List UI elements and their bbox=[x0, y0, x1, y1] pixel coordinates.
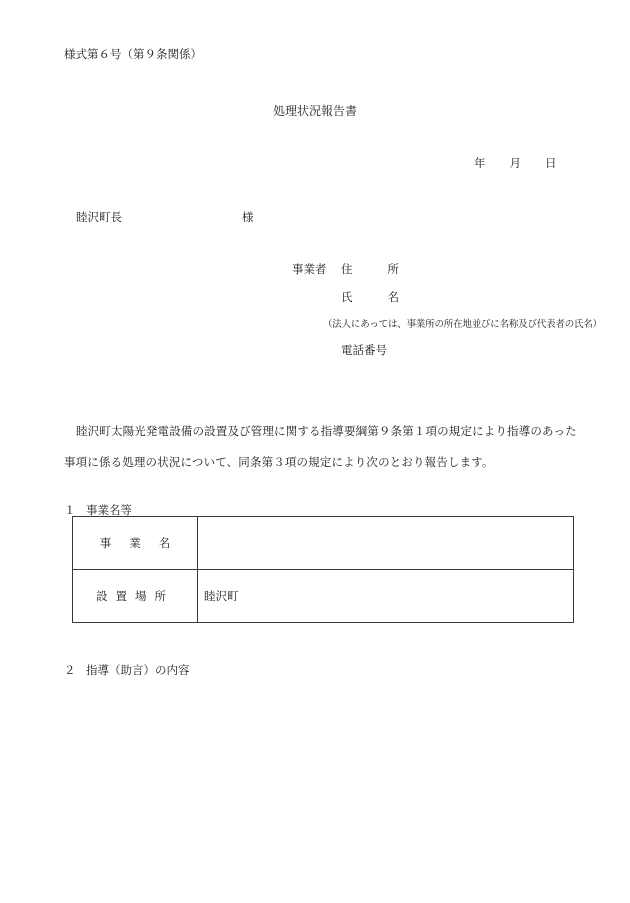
phone-label: 電話番号 bbox=[341, 343, 387, 357]
name-char-1: 氏 bbox=[341, 290, 353, 304]
date-day: 日 bbox=[545, 156, 557, 170]
addressee bbox=[76, 209, 254, 225]
business-name-label-cell bbox=[73, 517, 198, 570]
location-label: 設置場所 bbox=[96, 589, 174, 603]
location-label-cell bbox=[73, 570, 198, 623]
table-row-business-name bbox=[73, 517, 574, 570]
address-label bbox=[341, 261, 399, 277]
applicant-label: 事業者 bbox=[292, 262, 327, 276]
report-body-text: 睦沢町太陽光発電設備の設置及び管理に関する指導要綱第９条第１項の規定により指導のあった事項に係る処理の状況について、同条第３項の規定により次のとおり報告します。 bbox=[64, 424, 577, 469]
table-row-location bbox=[73, 570, 574, 623]
location-value[interactable]: 睦沢町 bbox=[198, 570, 574, 623]
address-char-2: 所 bbox=[387, 262, 399, 276]
name-char-2: 名 bbox=[387, 290, 399, 304]
section-2-title: 指導（助言）の内容 bbox=[86, 663, 190, 677]
form-number: 様式第６号（第９条関係） bbox=[64, 47, 202, 61]
business-info-table bbox=[72, 516, 574, 623]
date-year: 年 bbox=[474, 156, 486, 170]
business-name-label: 事業名 bbox=[99, 536, 189, 550]
date-month: 月 bbox=[509, 156, 521, 170]
addressee-honorific: 様 bbox=[242, 210, 254, 224]
address-char-1: 住 bbox=[341, 262, 353, 276]
document-title: 処理状況報告書 bbox=[272, 104, 357, 118]
section-1-number: １ bbox=[64, 503, 76, 517]
corporation-note: （法人にあっては、事業所の所在地並びに名称及び代表者の氏名） bbox=[323, 319, 602, 330]
section-2-heading bbox=[64, 662, 190, 678]
section-2-number: ２ bbox=[64, 663, 76, 677]
name-label bbox=[341, 289, 399, 305]
addressee-name: 睦沢町長 bbox=[76, 210, 122, 224]
section-1-title: 事業名等 bbox=[86, 503, 132, 517]
date-line bbox=[474, 155, 557, 171]
business-name-value[interactable] bbox=[198, 517, 574, 570]
